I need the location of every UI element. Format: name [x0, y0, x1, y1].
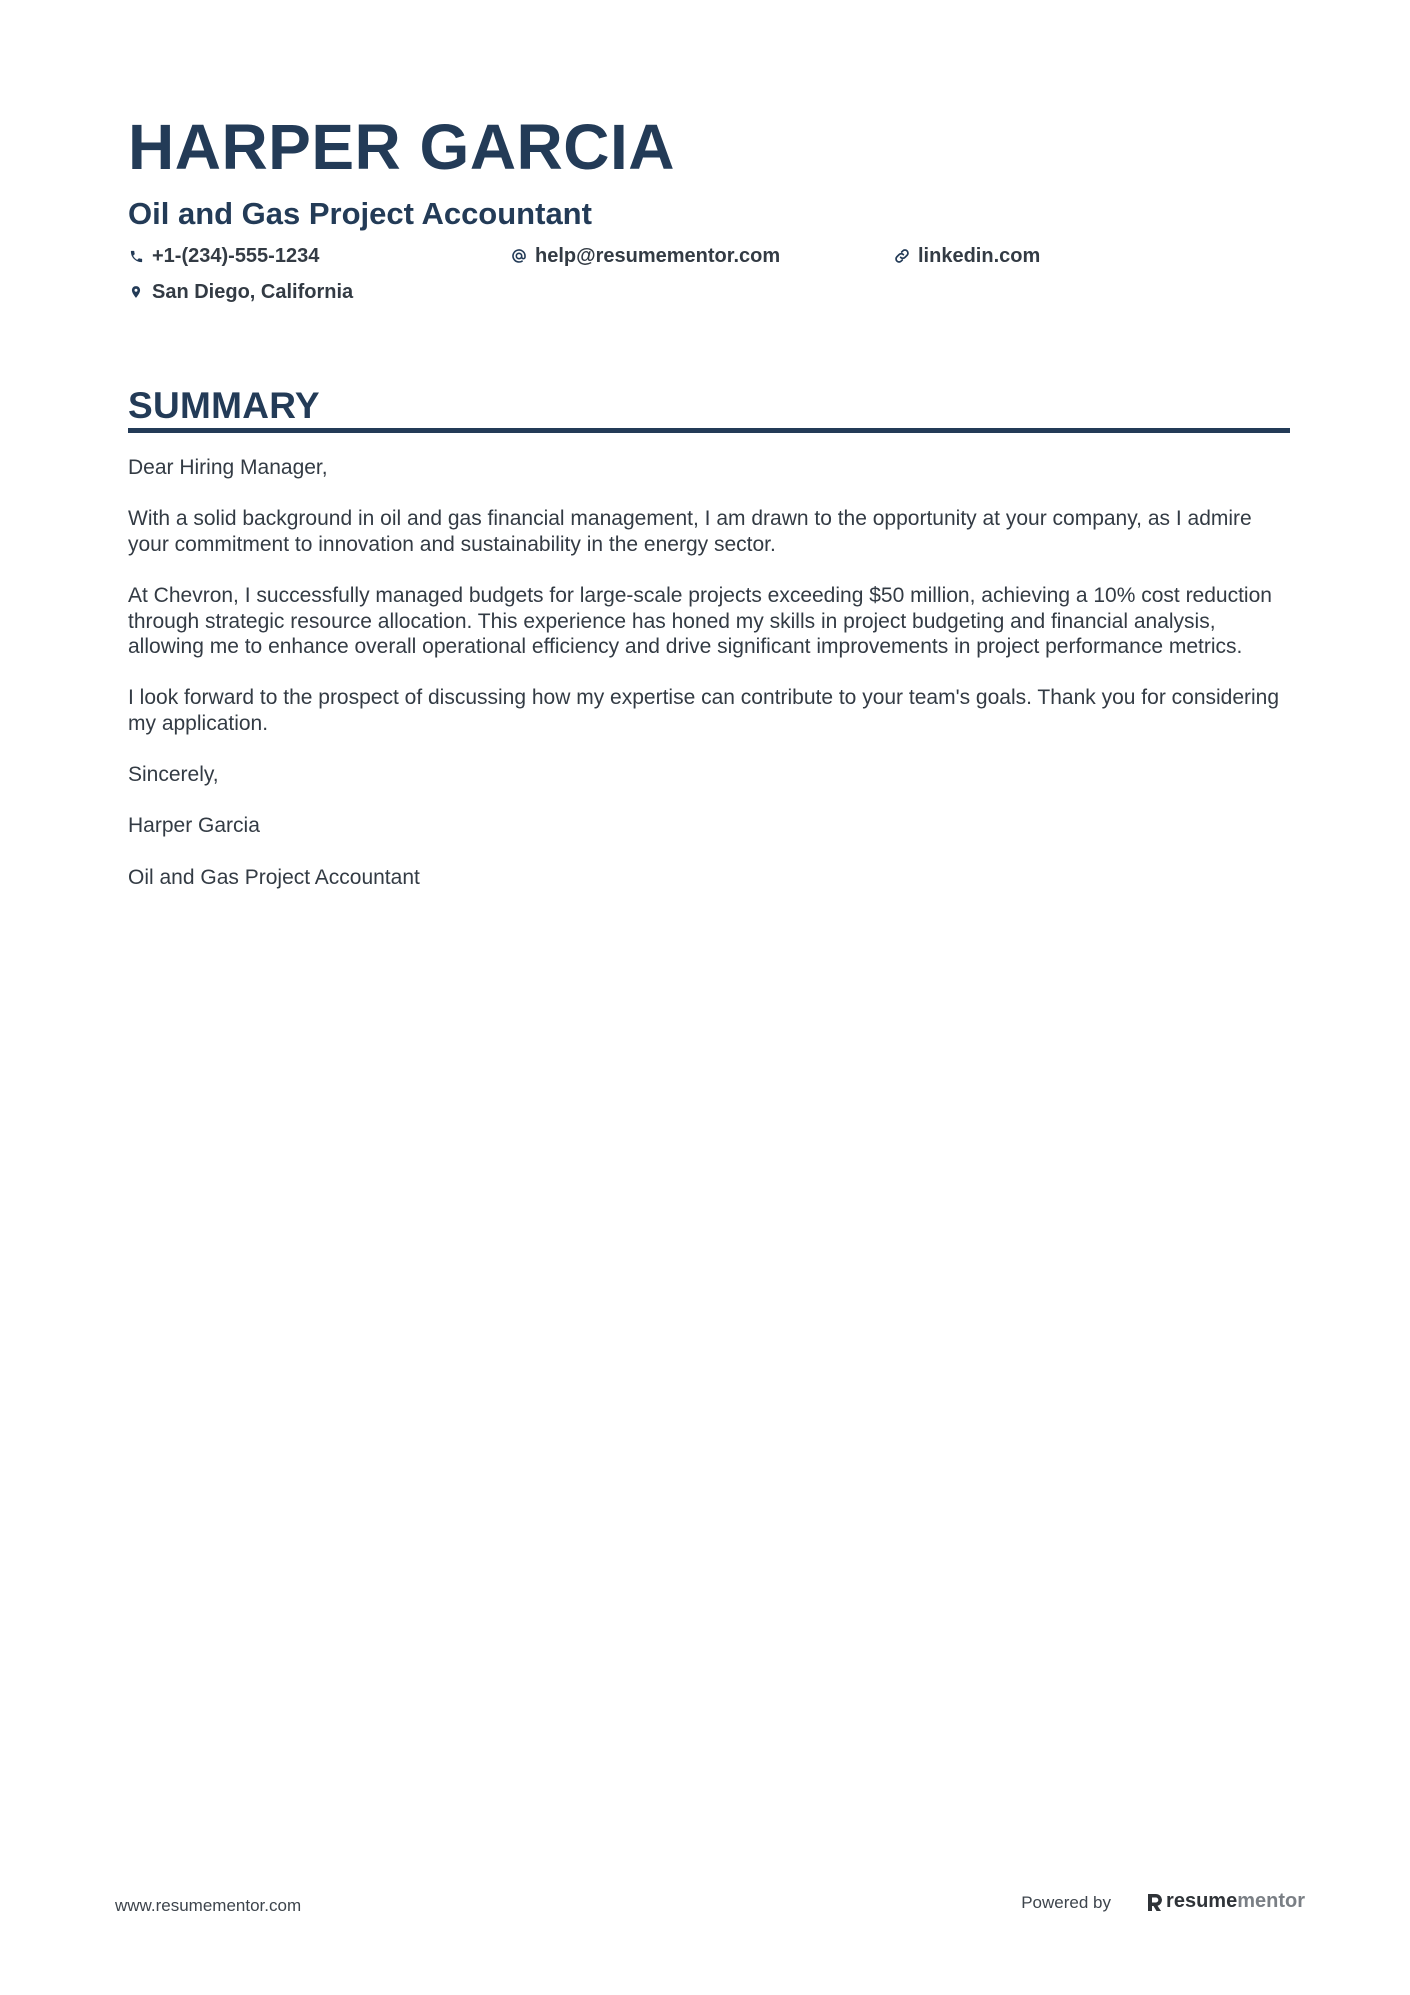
- resume-page: [128, 108, 1290, 916]
- link-icon: [894, 248, 910, 264]
- contact-linkedin[interactable]: [894, 242, 1277, 270]
- contact-phone: [128, 242, 511, 270]
- page-footer: [115, 1890, 1305, 1926]
- cover-letter-body: [128, 455, 1290, 890]
- contact-email[interactable]: [511, 242, 894, 270]
- letter-paragraph: With a solid background in oil and gas financial management, I am drawn to the opportunity at your company, as I admire your commitment to innovation and sustainability in the energy sector.: [128, 507, 1252, 556]
- resumementor-logo-mark-icon: [1147, 1892, 1163, 1912]
- location-pin-icon: [128, 284, 144, 300]
- contact-phone-text: +1-(234)-555-1234: [152, 245, 320, 267]
- letter-signature-title: Oil and Gas Project Accountant: [128, 865, 420, 889]
- letter-signature-name: Harper Garcia: [128, 814, 260, 838]
- footer-website-link[interactable]: www.resumementor.com: [115, 1896, 302, 1915]
- contact-location-text: San Diego, California: [152, 281, 354, 303]
- phone-icon: [128, 248, 144, 264]
- letter-greeting: Dear Hiring Manager,: [128, 456, 328, 479]
- footer-powered-by: Powered by: [1021, 1893, 1111, 1912]
- section-divider: [128, 428, 1290, 433]
- contact-linkedin-text: linkedin.com: [918, 245, 1041, 267]
- candidate-name: HARPER GARCIA: [128, 111, 675, 183]
- resumementor-logo[interactable]: [1147, 1890, 1305, 1913]
- contact-location: [128, 278, 511, 306]
- contact-list: [128, 242, 1290, 306]
- contact-email-text: help@resumementor.com: [535, 245, 781, 267]
- letter-paragraph: I look forward to the prospect of discussing how my expertise can contribute to your team's goals. Thank you for considering my application.: [128, 686, 1280, 735]
- logo-text-part1: resume: [1166, 1890, 1238, 1912]
- job-title: Oil and Gas Project Accountant: [128, 196, 592, 231]
- section-heading-summary: SUMMARY: [128, 385, 320, 426]
- letter-closing: Sincerely,: [128, 763, 219, 787]
- at-icon: [511, 248, 527, 264]
- letter-paragraph: At Chevron, I successfully managed budgets for large-scale projects exceeding $50 million, achieving a 10% cost reduction through strategic resource allocation. This experience has honed my skills in project budgeting and financial analysis, allowing me to enhance overall operational efficiency and drive significant improvements in project performance metrics.: [128, 583, 1272, 659]
- logo-text-part2: mentor: [1237, 1890, 1305, 1912]
